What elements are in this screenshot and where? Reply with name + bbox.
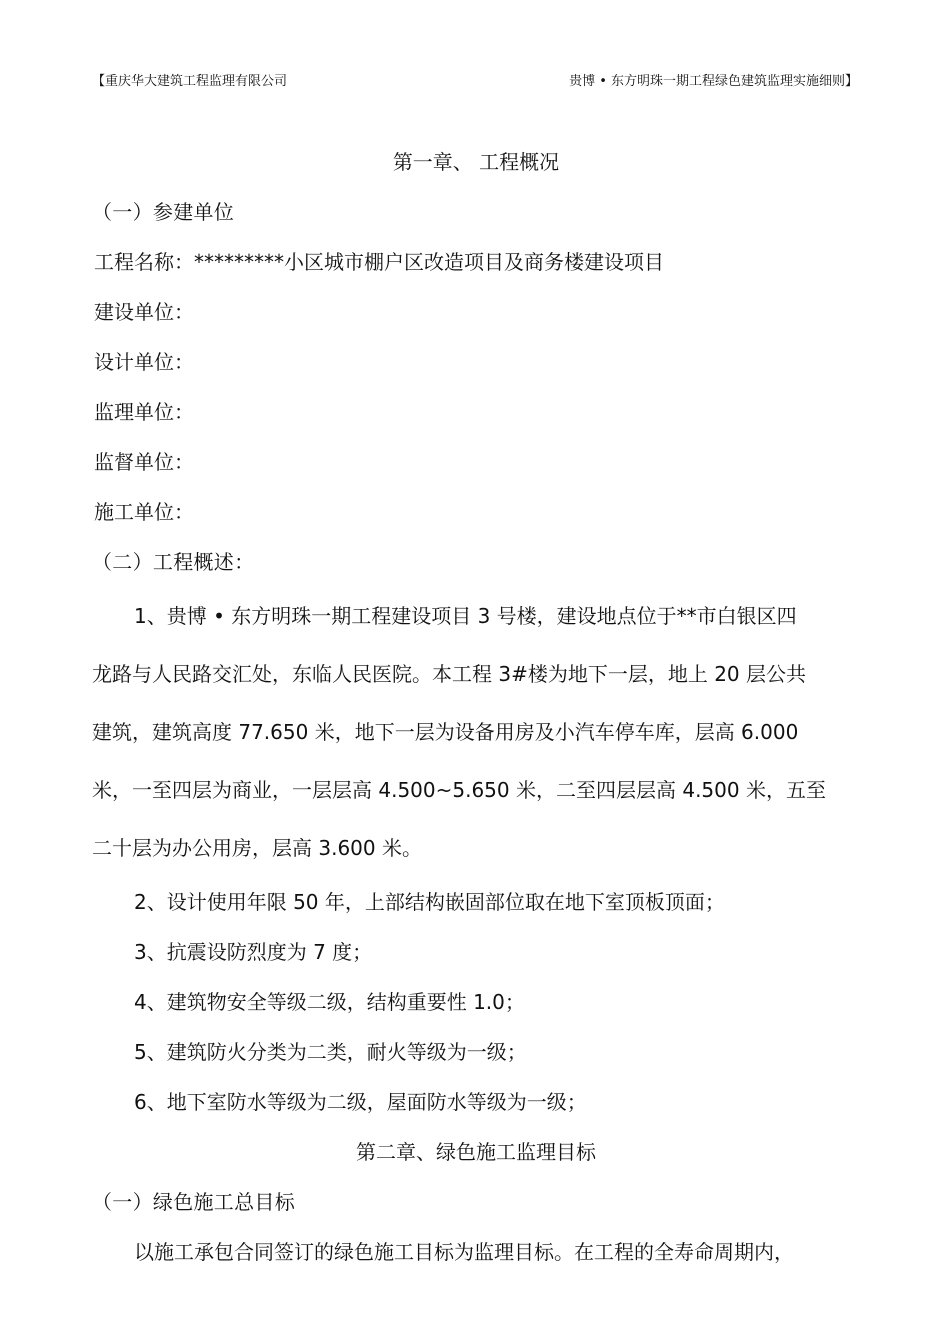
field-design-unit: 设计单位： (94, 350, 194, 374)
field-contractor-unit: 施工单位： (94, 500, 194, 524)
document-body (92, 137, 860, 1277)
header-document-title: 贵博 • 东方明珠一期工程绿色建筑监理实施细则】 (569, 74, 858, 89)
section-participants-heading: （一）参建单位 (92, 200, 235, 224)
overview-item: 4、建筑物安全等级二级，结构重要性 1.0； (134, 990, 525, 1014)
overview-item: 2、设计使用年限 50 年，上部结构嵌固部位取在地下室顶板顶面； (134, 890, 725, 914)
chapter-1-title: 第一章、 工程概况 (392, 150, 560, 174)
overview-paragraph-line: 二十层为办公用房，层高 3.600 米。 (92, 836, 422, 860)
overview-paragraph-line: 米，一至四层为商业，一层层高 4.500~5.650 米，二至四层层高 4.500 米，五至 (92, 778, 826, 802)
section-green-goal-heading: （一）绿色施工总目标 (92, 1190, 295, 1214)
header-company: 【重庆华大建筑工程监理有限公司 (92, 74, 288, 89)
field-construction-unit: 建设单位： (94, 300, 194, 324)
overview-paragraph-line: 1、贵博 • 东方明珠一期工程建设项目 3 号楼，建设地点位于**市白银区四 (134, 604, 797, 628)
header-divider (92, 96, 858, 97)
overview-paragraph-line: 建筑，建筑高度 77.650 米，地下一层为设备用房及小汽车停车库，层高 6.000 (92, 720, 799, 744)
overview-paragraph-line: 龙路与人民路交汇处，东临人民医院。本工程 3#楼为地下一层，地上 20 层公共 (92, 662, 807, 686)
overview-item: 5、建筑防火分类为二类，耐火等级为一级； (134, 1040, 527, 1064)
section-overview-heading: （二）工程概述： (92, 550, 255, 574)
field-supervision-unit: 监理单位： (94, 400, 194, 424)
overview-item: 6、地下室防水等级为二级，屋面防水等级为一级； (134, 1090, 587, 1114)
overview-item: 3、抗震设防烈度为 7 度； (134, 940, 373, 964)
field-project-name: 工程名称：*********小区城市棚户区改造项目及商务楼建设项目 (94, 250, 664, 274)
green-goal-paragraph: 以施工承包合同签订的绿色施工目标为监理目标。在工程的全寿命周期内， (134, 1240, 794, 1264)
chapter-2-title: 第二章、绿色施工监理目标 (356, 1140, 596, 1164)
field-oversight-unit: 监督单位： (94, 450, 194, 474)
page-header (92, 72, 858, 92)
